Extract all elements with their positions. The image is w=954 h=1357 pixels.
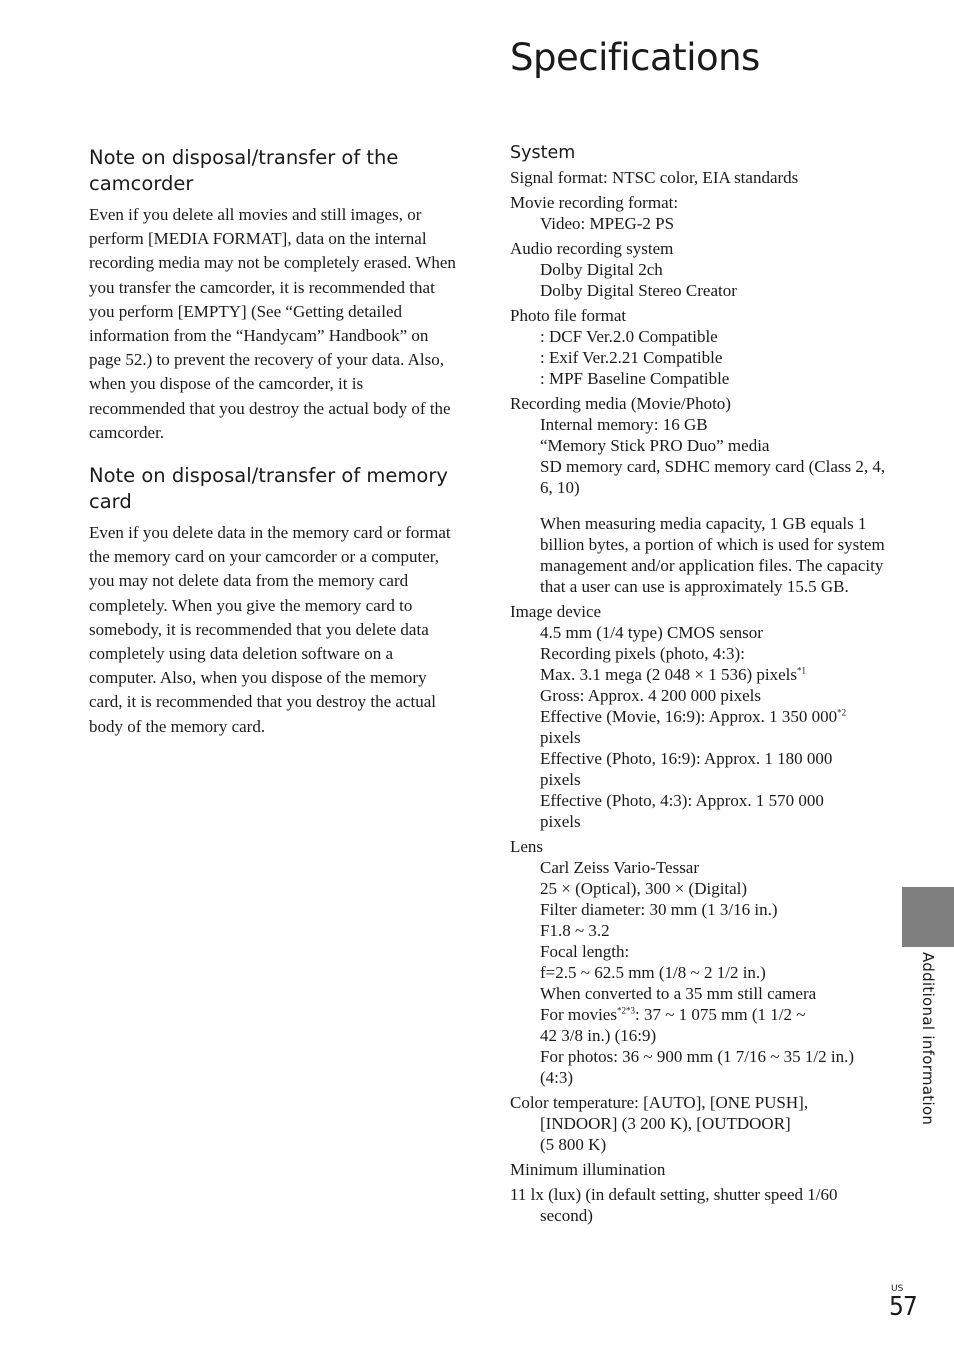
- spec-text: Effective (Movie, 16:9): Approx. 1 350 000: [540, 707, 838, 726]
- spec-image-device: [510, 601, 886, 832]
- spec-label: Audio recording system: [510, 239, 674, 258]
- spec-line: Recording pixels (photo, 4:3):: [540, 644, 745, 663]
- spec-line: pixels: [540, 812, 581, 831]
- spec-line: Effective (Photo, 4:3): Approx. 1 570 000: [540, 791, 824, 810]
- spec-line: (5 800 K): [540, 1135, 607, 1154]
- footnote-marker: *2: [837, 707, 847, 718]
- section-tab: [902, 887, 954, 947]
- spec-label: Color temperature: [AUTO], [ONE PUSH],: [510, 1093, 809, 1112]
- spec-line: Dolby Digital 2ch: [540, 260, 663, 279]
- spec-line: second): [540, 1206, 593, 1225]
- section-heading-camcorder: Note on disposal/transfer of the camcorder: [89, 146, 399, 195]
- spec-photo-format: [510, 305, 886, 389]
- spec-line: (4:3): [540, 1068, 574, 1087]
- spec-min-illumination: [510, 1159, 886, 1180]
- spec-text: For movies: [540, 1005, 617, 1024]
- spec-line: Filter diameter: 30 mm (1 3/16 in.): [540, 900, 778, 919]
- spec-line: Gross: Approx. 4 200 000 pixels: [540, 686, 761, 705]
- spec-min-illumination-value: [510, 1184, 886, 1226]
- spec-audio: [510, 238, 886, 301]
- spec-line: F1.8 ~ 3.2: [540, 921, 610, 940]
- system-heading: System: [510, 143, 576, 163]
- footnote-marker: *1: [797, 665, 806, 676]
- page-title: Specifications: [510, 36, 760, 79]
- spec-line: SD memory card, SDHC memory card (Class 2, 4, 6, 10): [540, 457, 886, 497]
- footnote-marker: *2*3: [616, 1005, 635, 1016]
- section-body-camcorder: Even if you delete all movies and still images, or perform [MEDIA FORMAT], data on the internal recording media may not be completely erased. When you transfer the camcorder, it is recommended that you perform [EMPTY] (See “Getting detailed information from the “Handycam” Handbook” on page 52.) to prevent the recovery of your data. Also, when you dispose of the camcorder, it is recommended that you destroy the actual body of the camcorder.: [89, 205, 456, 442]
- spec-line: [510, 1004, 886, 1025]
- spec-line: Video: MPEG-2 PS: [540, 214, 675, 233]
- spec-line: 25 × (Optical), 300 × (Digital): [540, 879, 748, 898]
- page-number: 57: [889, 1292, 917, 1322]
- spec-label: Minimum illumination: [510, 1160, 666, 1179]
- spec-column: [510, 141, 886, 1230]
- spec-line: : Exif Ver.2.21 Compatible: [540, 348, 723, 367]
- spec-label: Photo file format: [510, 306, 627, 325]
- spec-note: When measuring media capacity, 1 GB equals 1 billion bytes, a portion of which is used for system management and/or application files. The capacity that a user can use is approximately 15.5 GB.: [540, 514, 885, 596]
- section-heading-memory-card: Note on disposal/transfer of memory card: [89, 464, 448, 514]
- spec-line: [INDOOR] (3 200 K), [OUTDOOR]: [540, 1114, 791, 1133]
- spec-line: : MPF Baseline Compatible: [540, 369, 730, 388]
- spec-line: 42 3/8 in.) (16:9): [540, 1026, 657, 1045]
- spec-color-temperature: [510, 1092, 886, 1155]
- spec-line: Internal memory: 16 GB: [540, 415, 708, 434]
- spec-line: Effective (Photo, 16:9): Approx. 1 180 000: [540, 749, 833, 768]
- spec-line: [510, 664, 886, 685]
- left-column: [89, 145, 461, 739]
- spec-line: 11 lx (lux) (in default setting, shutter speed 1/60: [510, 1185, 838, 1204]
- spec-line: Signal format: NTSC color, EIA standards: [510, 168, 799, 187]
- spec-label: Movie recording format:: [510, 193, 679, 212]
- spec-signal-format: [510, 167, 886, 188]
- spec-line: “Memory Stick PRO Duo” media: [540, 436, 770, 455]
- spec-label: Lens: [510, 837, 544, 856]
- section-tab-label: Additional information: [919, 952, 937, 1126]
- spec-recording-media: [510, 393, 886, 597]
- spec-line: f=2.5 ~ 62.5 mm (1/8 ~ 2 1/2 in.): [540, 963, 766, 982]
- page-region-code: US: [891, 1284, 904, 1294]
- spec-line: pixels: [540, 770, 581, 789]
- spec-label: Image device: [510, 602, 602, 621]
- spec-line: : DCF Ver.2.0 Compatible: [540, 327, 718, 346]
- spec-line: 4.5 mm (1/4 type) CMOS sensor: [540, 623, 763, 642]
- spec-line: Carl Zeiss Vario-Tessar: [540, 858, 700, 877]
- spec-text: Max. 3.1 mega (2 048 × 1 536) pixels: [540, 665, 797, 684]
- spec-line: For photos: 36 ~ 900 mm (1 7/16 ~ 35 1/2 in.): [540, 1047, 855, 1066]
- spec-line: [510, 706, 886, 727]
- spec-line: Dolby Digital Stereo Creator: [540, 281, 737, 300]
- spec-line: When converted to a 35 mm still camera: [540, 984, 817, 1003]
- spec-line: Focal length:: [540, 942, 630, 961]
- spec-movie-format: [510, 192, 886, 234]
- section-body-memory-card: Even if you delete data in the memory card or format the memory card on your camcorder or a computer, you may not delete data from the memory card completely. When you give the memory card to somebody, it is recommended that you delete data completely using data deletion software on a computer. Also, when you dispose of the memory card, it is recommended that you destroy the actual body of the memory card.: [89, 523, 451, 736]
- spec-text: : 37 ~ 1 075 mm (1 1/2 ~: [634, 1005, 806, 1024]
- spec-line: pixels: [540, 728, 581, 747]
- spec-label: Recording media (Movie/Photo): [510, 394, 731, 413]
- spec-lens: [510, 836, 886, 1088]
